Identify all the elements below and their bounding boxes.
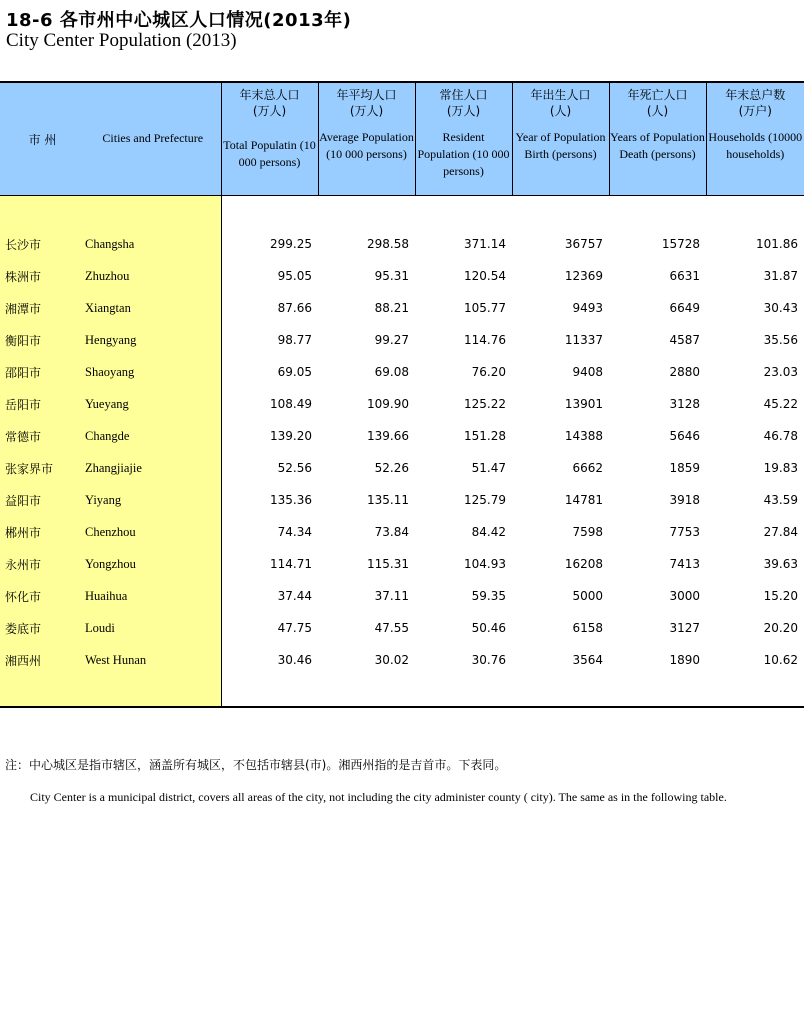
cell-births: 36757 xyxy=(564,237,603,251)
header-row xyxy=(0,82,804,196)
city-name-cn: 衡阳市 xyxy=(0,324,85,356)
city-name-en: Zhuzhou xyxy=(85,260,221,292)
cell-births: 6662 xyxy=(572,461,603,475)
population-table xyxy=(0,81,804,708)
cell-households: 101.86 xyxy=(756,237,798,251)
cell-deaths: 6649 xyxy=(669,301,700,315)
city-name-cn: 怀化市 xyxy=(0,580,85,612)
header-col-en: Years of Population Death (persons) xyxy=(610,130,705,161)
table-row xyxy=(0,612,804,644)
header-col-total xyxy=(221,82,318,196)
header-col-cn: 常住人口 xyxy=(439,88,488,102)
cell-average-population: 88.21 xyxy=(374,301,409,315)
city-name-cn: 岳阳市 xyxy=(0,388,85,420)
cell-resident-population: 51.47 xyxy=(471,461,506,475)
cell-households: 15.20 xyxy=(763,589,798,603)
header-city-cn xyxy=(0,82,85,196)
cell-total-population: 98.77 xyxy=(277,333,312,347)
city-name-en: Shaoyang xyxy=(85,356,221,388)
header-col-cn: 年末总人口 xyxy=(239,88,300,102)
cell-households: 10.62 xyxy=(763,653,798,667)
cell-average-population: 99.27 xyxy=(374,333,409,347)
city-name-cn: 娄底市 xyxy=(0,612,85,644)
header-col-death xyxy=(609,82,706,196)
cell-deaths: 7753 xyxy=(669,525,700,539)
cell-average-population: 135.11 xyxy=(367,493,409,507)
cell-resident-population: 76.20 xyxy=(471,365,506,379)
cell-average-population: 52.26 xyxy=(374,461,409,475)
page-title-en: City Center Population (2013) xyxy=(6,30,237,51)
cell-deaths: 5646 xyxy=(669,429,700,443)
cell-births: 9408 xyxy=(572,365,603,379)
header-col-en: Households (10000 households) xyxy=(708,130,803,161)
cell-households: 35.56 xyxy=(763,333,798,347)
header-col-en: Average Population (10 000 persons) xyxy=(319,130,414,161)
cell-births: 14781 xyxy=(564,493,603,507)
cell-deaths: 15728 xyxy=(661,237,700,251)
cell-total-population: 74.34 xyxy=(277,525,312,539)
cell-total-population: 108.49 xyxy=(270,397,312,411)
cell-households: 23.03 xyxy=(763,365,798,379)
city-name-cn: 邵阳市 xyxy=(0,356,85,388)
cell-total-population: 47.75 xyxy=(277,621,312,635)
table-row xyxy=(0,324,804,356)
cell-resident-population: 59.35 xyxy=(471,589,506,603)
header-col-en: Total Populatin (10 000 persons) xyxy=(223,138,316,169)
city-name-cn: 常德市 xyxy=(0,420,85,452)
cell-deaths: 7413 xyxy=(669,557,700,571)
table-row xyxy=(0,484,804,516)
header-col-cn: 年末总户数 xyxy=(725,88,786,102)
cell-households: 20.20 xyxy=(763,621,798,635)
header-city-en-label: Cities and Prefecture xyxy=(102,131,204,145)
table-row xyxy=(0,580,804,612)
cell-births: 11337 xyxy=(564,333,603,347)
cell-resident-population: 30.76 xyxy=(471,653,506,667)
cell-births: 7598 xyxy=(572,525,603,539)
header-col-unit: (人) xyxy=(646,104,669,118)
city-name-en: West Hunan xyxy=(85,644,221,676)
cell-total-population: 139.20 xyxy=(270,429,312,443)
table-row xyxy=(0,420,804,452)
table-row xyxy=(0,292,804,324)
cell-total-population: 114.71 xyxy=(270,557,312,571)
city-name-en: Chenzhou xyxy=(85,516,221,548)
cell-total-population: 52.56 xyxy=(277,461,312,475)
cell-deaths: 4587 xyxy=(669,333,700,347)
cell-resident-population: 114.76 xyxy=(464,333,506,347)
cell-average-population: 109.90 xyxy=(367,397,409,411)
cell-total-population: 95.05 xyxy=(277,269,312,283)
cell-average-population: 47.55 xyxy=(374,621,409,635)
cell-births: 9493 xyxy=(572,301,603,315)
cell-average-population: 139.66 xyxy=(367,429,409,443)
cell-average-population: 73.84 xyxy=(374,525,409,539)
cell-births: 14388 xyxy=(564,429,603,443)
cell-deaths: 1890 xyxy=(669,653,700,667)
cell-average-population: 298.58 xyxy=(367,237,409,251)
header-col-unit: (万人) xyxy=(349,104,384,118)
cell-resident-population: 120.54 xyxy=(464,269,506,283)
table-row xyxy=(0,260,804,292)
cell-resident-population: 125.79 xyxy=(464,493,506,507)
header-col-en: Resident Population (10 000 persons) xyxy=(417,130,510,178)
cell-households: 45.22 xyxy=(763,397,798,411)
table-row xyxy=(0,644,804,676)
cell-households: 39.63 xyxy=(763,557,798,571)
cell-deaths: 2880 xyxy=(669,365,700,379)
city-name-en: Yongzhou xyxy=(85,548,221,580)
city-name-cn: 永州市 xyxy=(0,548,85,580)
city-name-cn: 湘西州 xyxy=(0,644,85,676)
table-row xyxy=(0,548,804,580)
cell-births: 13901 xyxy=(564,397,603,411)
footnote-cn: 注：中心城区是指市辖区，涵盖所有城区，不包括市辖县(市)。湘西州指的是吉首市。下表同。 xyxy=(5,758,507,772)
header-col-cn: 年平均人口 xyxy=(336,88,397,102)
cell-average-population: 37.11 xyxy=(374,589,409,603)
spacer-row xyxy=(0,196,804,229)
footnote-en: City Center is a municipal district, covers all areas of the city, not including the city administer county ( city). The same as in the following table. xyxy=(30,790,727,804)
cell-deaths: 6631 xyxy=(669,269,700,283)
city-name-en: Xiangtan xyxy=(85,292,221,324)
table-row xyxy=(0,452,804,484)
cell-households: 30.43 xyxy=(763,301,798,315)
table-row xyxy=(0,356,804,388)
cell-households: 46.78 xyxy=(763,429,798,443)
city-name-en: Changsha xyxy=(85,228,221,260)
header-city-en xyxy=(85,82,221,196)
header-col-cn: 年出生人口 xyxy=(530,88,591,102)
cell-resident-population: 151.28 xyxy=(464,429,506,443)
cell-resident-population: 125.22 xyxy=(464,397,506,411)
cell-average-population: 30.02 xyxy=(374,653,409,667)
header-col-resident xyxy=(415,82,512,196)
cell-average-population: 115.31 xyxy=(367,557,409,571)
spacer-row xyxy=(0,676,804,707)
cell-households: 31.87 xyxy=(763,269,798,283)
header-col-average xyxy=(318,82,415,196)
city-name-en: Loudi xyxy=(85,612,221,644)
cell-resident-population: 371.14 xyxy=(464,237,506,251)
city-name-en: Yiyang xyxy=(85,484,221,516)
city-name-cn: 郴州市 xyxy=(0,516,85,548)
cell-deaths: 3127 xyxy=(669,621,700,635)
city-name-cn: 湘潭市 xyxy=(0,292,85,324)
cell-total-population: 299.25 xyxy=(270,237,312,251)
cell-households: 27.84 xyxy=(763,525,798,539)
header-col-unit: (万人) xyxy=(252,104,287,118)
header-city-cn-label: 市 州 xyxy=(28,133,57,147)
city-name-en: Zhangjiajie xyxy=(85,452,221,484)
cell-total-population: 87.66 xyxy=(277,301,312,315)
cell-births: 3564 xyxy=(572,653,603,667)
cell-total-population: 37.44 xyxy=(277,589,312,603)
city-name-en: Hengyang xyxy=(85,324,221,356)
city-name-cn: 张家界市 xyxy=(0,452,85,484)
cell-households: 43.59 xyxy=(763,493,798,507)
cell-resident-population: 104.93 xyxy=(464,557,506,571)
cell-deaths: 3128 xyxy=(669,397,700,411)
cell-births: 16208 xyxy=(564,557,603,571)
city-name-en: Huaihua xyxy=(85,580,221,612)
cell-deaths: 3000 xyxy=(669,589,700,603)
cell-deaths: 1859 xyxy=(669,461,700,475)
table-row xyxy=(0,516,804,548)
header-col-unit: (万户) xyxy=(738,104,772,118)
cell-births: 12369 xyxy=(564,269,603,283)
cell-households: 19.83 xyxy=(763,461,798,475)
city-name-en: Changde xyxy=(85,420,221,452)
city-name-cn: 长沙市 xyxy=(0,228,85,260)
header-col-unit: (人) xyxy=(549,104,572,118)
table-row xyxy=(0,388,804,420)
header-col-unit: (万人) xyxy=(446,104,481,118)
city-name-cn: 益阳市 xyxy=(0,484,85,516)
cell-resident-population: 84.42 xyxy=(471,525,506,539)
table-row xyxy=(0,228,804,260)
population-table-wrapper xyxy=(0,81,804,708)
header-col-birth xyxy=(512,82,609,196)
city-name-en: Yueyang xyxy=(85,388,221,420)
cell-average-population: 95.31 xyxy=(374,269,409,283)
cell-deaths: 3918 xyxy=(669,493,700,507)
table-body xyxy=(0,196,804,708)
page-title-cn: 18-6 各市州中心城区人口情况(2013年) xyxy=(6,10,352,31)
cell-resident-population: 105.77 xyxy=(464,301,506,315)
cell-average-population: 69.08 xyxy=(374,365,409,379)
header-col-cn: 年死亡人口 xyxy=(627,88,688,102)
cell-births: 6158 xyxy=(572,621,603,635)
cell-resident-population: 50.46 xyxy=(471,621,506,635)
cell-births: 5000 xyxy=(572,589,603,603)
header-col-households xyxy=(706,82,804,196)
cell-total-population: 135.36 xyxy=(270,493,312,507)
city-name-cn: 株洲市 xyxy=(0,260,85,292)
header-col-en: Year of Population Birth (persons) xyxy=(515,130,606,161)
cell-total-population: 69.05 xyxy=(277,365,312,379)
cell-total-population: 30.46 xyxy=(277,653,312,667)
